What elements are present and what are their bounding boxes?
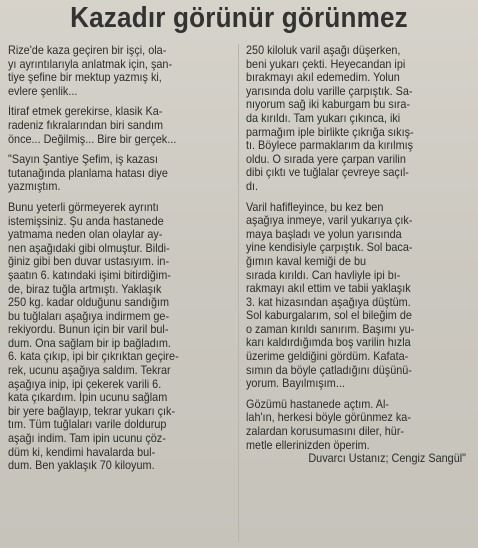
text-line: maya başladı ve yolun yarısında	[246, 227, 402, 241]
text-line: beni yukarı çekti. Heyecandan ipi	[246, 57, 406, 71]
text-line: bu tuğlaları aşağıya indirmem ge-	[8, 309, 170, 323]
text-line: evlere şenlik...	[8, 84, 78, 98]
paragraph	[246, 201, 472, 391]
text-line: 6. kata çıkıp, ipi bir çıkrıktan geçire-	[8, 350, 179, 364]
left-column	[8, 44, 234, 473]
text-line: zalardan korusumasını diler, hür-	[246, 425, 405, 439]
text-line: 250 kg. kadar olduğunu sandığım	[8, 296, 170, 310]
text-line: yarısında dolu varille çarpıştık. Sa-	[246, 84, 413, 98]
text-line: tı. Böylece parmaklarım da kırılmış	[246, 139, 414, 153]
text-line: dibi çıktı ve tuğlalar çevreye saçıl-	[246, 166, 409, 180]
text-line: ğımın kaval kemiği de bu	[246, 254, 367, 268]
text-line: yazmıştım.	[8, 180, 61, 194]
text-line: tım. Tüm tuğlaları varile doldurup	[8, 418, 167, 432]
text-line: bir yere bağlayıp, tekrar yukarı çık-	[8, 404, 176, 418]
text-line: rakmayı akıl ettim ve tabii yaklaşık	[246, 282, 411, 296]
text-line: yine kendisiyle çarpıştık. Sol baca-	[246, 241, 413, 255]
text-line: aşağı indim. Tam ipin ucunu çöz-	[8, 432, 166, 446]
text-line: Gözümü hastanede açtım. Al-	[246, 397, 389, 411]
text-line: rek, ucunu aşağıya saldım. Tekrar	[8, 364, 171, 378]
text-line: 250 kiloluk varil aşağı düşerken,	[246, 44, 401, 57]
text-line: yatmama neden olan olaylar ay-	[8, 228, 163, 242]
text-line: önce... Değilmiş... Bire bir gerçek...	[8, 132, 177, 146]
text-line: dum. Ben yaklaşık 70 kiloyum.	[8, 459, 155, 473]
text-line: şaatın 6. katındaki işimi bitirdiğim-	[8, 268, 171, 282]
text-line: sırada kırıldı. Can havliyle ipi bı-	[246, 268, 401, 282]
paragraph	[8, 105, 234, 146]
paragraph	[8, 201, 234, 473]
text-line: de, biraz tuğla artmıştı. Yaklaşık	[8, 282, 162, 296]
text-line: istemişsiniz. Şu anda hastanede	[8, 214, 164, 228]
text-line: yı ayrıntılarıyla anlatmak için, şan-	[8, 57, 173, 71]
text-line: nen aşağıdaki gibi olmuştur. Bildi-	[8, 241, 170, 255]
text-line: aşağıya inip, ipi çekerek varili 6.	[8, 377, 162, 391]
text-line: oldu. O sırada yere çarpan varilin	[246, 152, 406, 166]
text-line: aşağıya inmeye, varil yukarıya çık-	[246, 214, 413, 228]
text-line: parmağım iple birlikte çıkrığa sıkış-	[246, 125, 414, 139]
text-line: ğiniz gibi ben duvar ustasıyım. in-	[8, 255, 170, 269]
text-line: da kırıldı. Tam yukarı çıkınca, iki	[246, 111, 401, 125]
text-line: rekiyordu. Bunun için bir varil bul-	[8, 323, 169, 337]
paragraph-gap	[8, 98, 234, 105]
text-line: 3. kat hizasından aşağıya düştüm.	[246, 295, 411, 309]
text-line: Rize'de kaza geçiren bir işçi, ola-	[8, 44, 167, 57]
signature	[246, 452, 472, 466]
article-headline: Kazadır görünür görünmez	[70, 2, 408, 34]
text-line: lah'ın, herkesi böyle görünmez ka-	[246, 411, 411, 425]
text-line: düm ki, kendimi havalarda bul-	[8, 445, 156, 459]
signature-line: Duvarcı Ustanız; Cengiz Sangül"	[308, 452, 466, 466]
paragraph-gap	[246, 391, 472, 398]
paragraph	[246, 44, 472, 194]
text-line: tutanağında planlama hatası diye	[8, 166, 168, 180]
text-line: bırakmayı akıl edemedim. Yolun	[246, 71, 400, 85]
paragraph-gap	[246, 194, 472, 201]
right-column	[246, 44, 472, 466]
text-line: sımın da böyle çatladığını düşünü-	[246, 363, 412, 377]
paragraph	[8, 44, 234, 98]
text-line: dı.	[246, 179, 259, 193]
text-line: radeniz fıkralarından biri sandım	[8, 118, 164, 132]
text-line: Varil hafifleyince, bu kez ben	[246, 200, 384, 214]
text-line: İtiraf etmek gerekirse, klasik Ka-	[8, 105, 163, 119]
text-line: üzerime geldiğini gördüm. Kafata-	[246, 350, 409, 364]
text-line: "Sayın Şantiye Şefim, iş kazası	[8, 153, 158, 167]
column-divider	[238, 44, 239, 542]
paragraph	[246, 398, 472, 452]
paragraph	[8, 153, 234, 194]
text-line: karı kaldırdığımda boş varilin hızla	[246, 336, 411, 350]
text-line: yorum. Bayılmışım...	[246, 377, 345, 391]
text-line: nıyorum sağ iki kaburgam bu sıra-	[246, 98, 411, 112]
text-line: Sol kaburgalarım, sol el bileğim de	[246, 309, 412, 323]
text-line: tiye şefine bir mektup yazmış ki,	[8, 71, 162, 85]
paragraph-gap	[8, 194, 234, 201]
text-line: kata çıkardım. İpin ucunu sağlam	[8, 391, 168, 405]
text-line: dum. Ona sağlam bir ip bağladım.	[8, 336, 171, 350]
text-line: metle ellerinizden öperim.	[246, 438, 370, 452]
paragraph-gap	[8, 146, 234, 153]
text-line: o zaman kırıldı sanırım. Başımı yu-	[246, 322, 415, 336]
text-line: Bunu yeterli görmeyerek ayrıntı	[8, 200, 159, 214]
